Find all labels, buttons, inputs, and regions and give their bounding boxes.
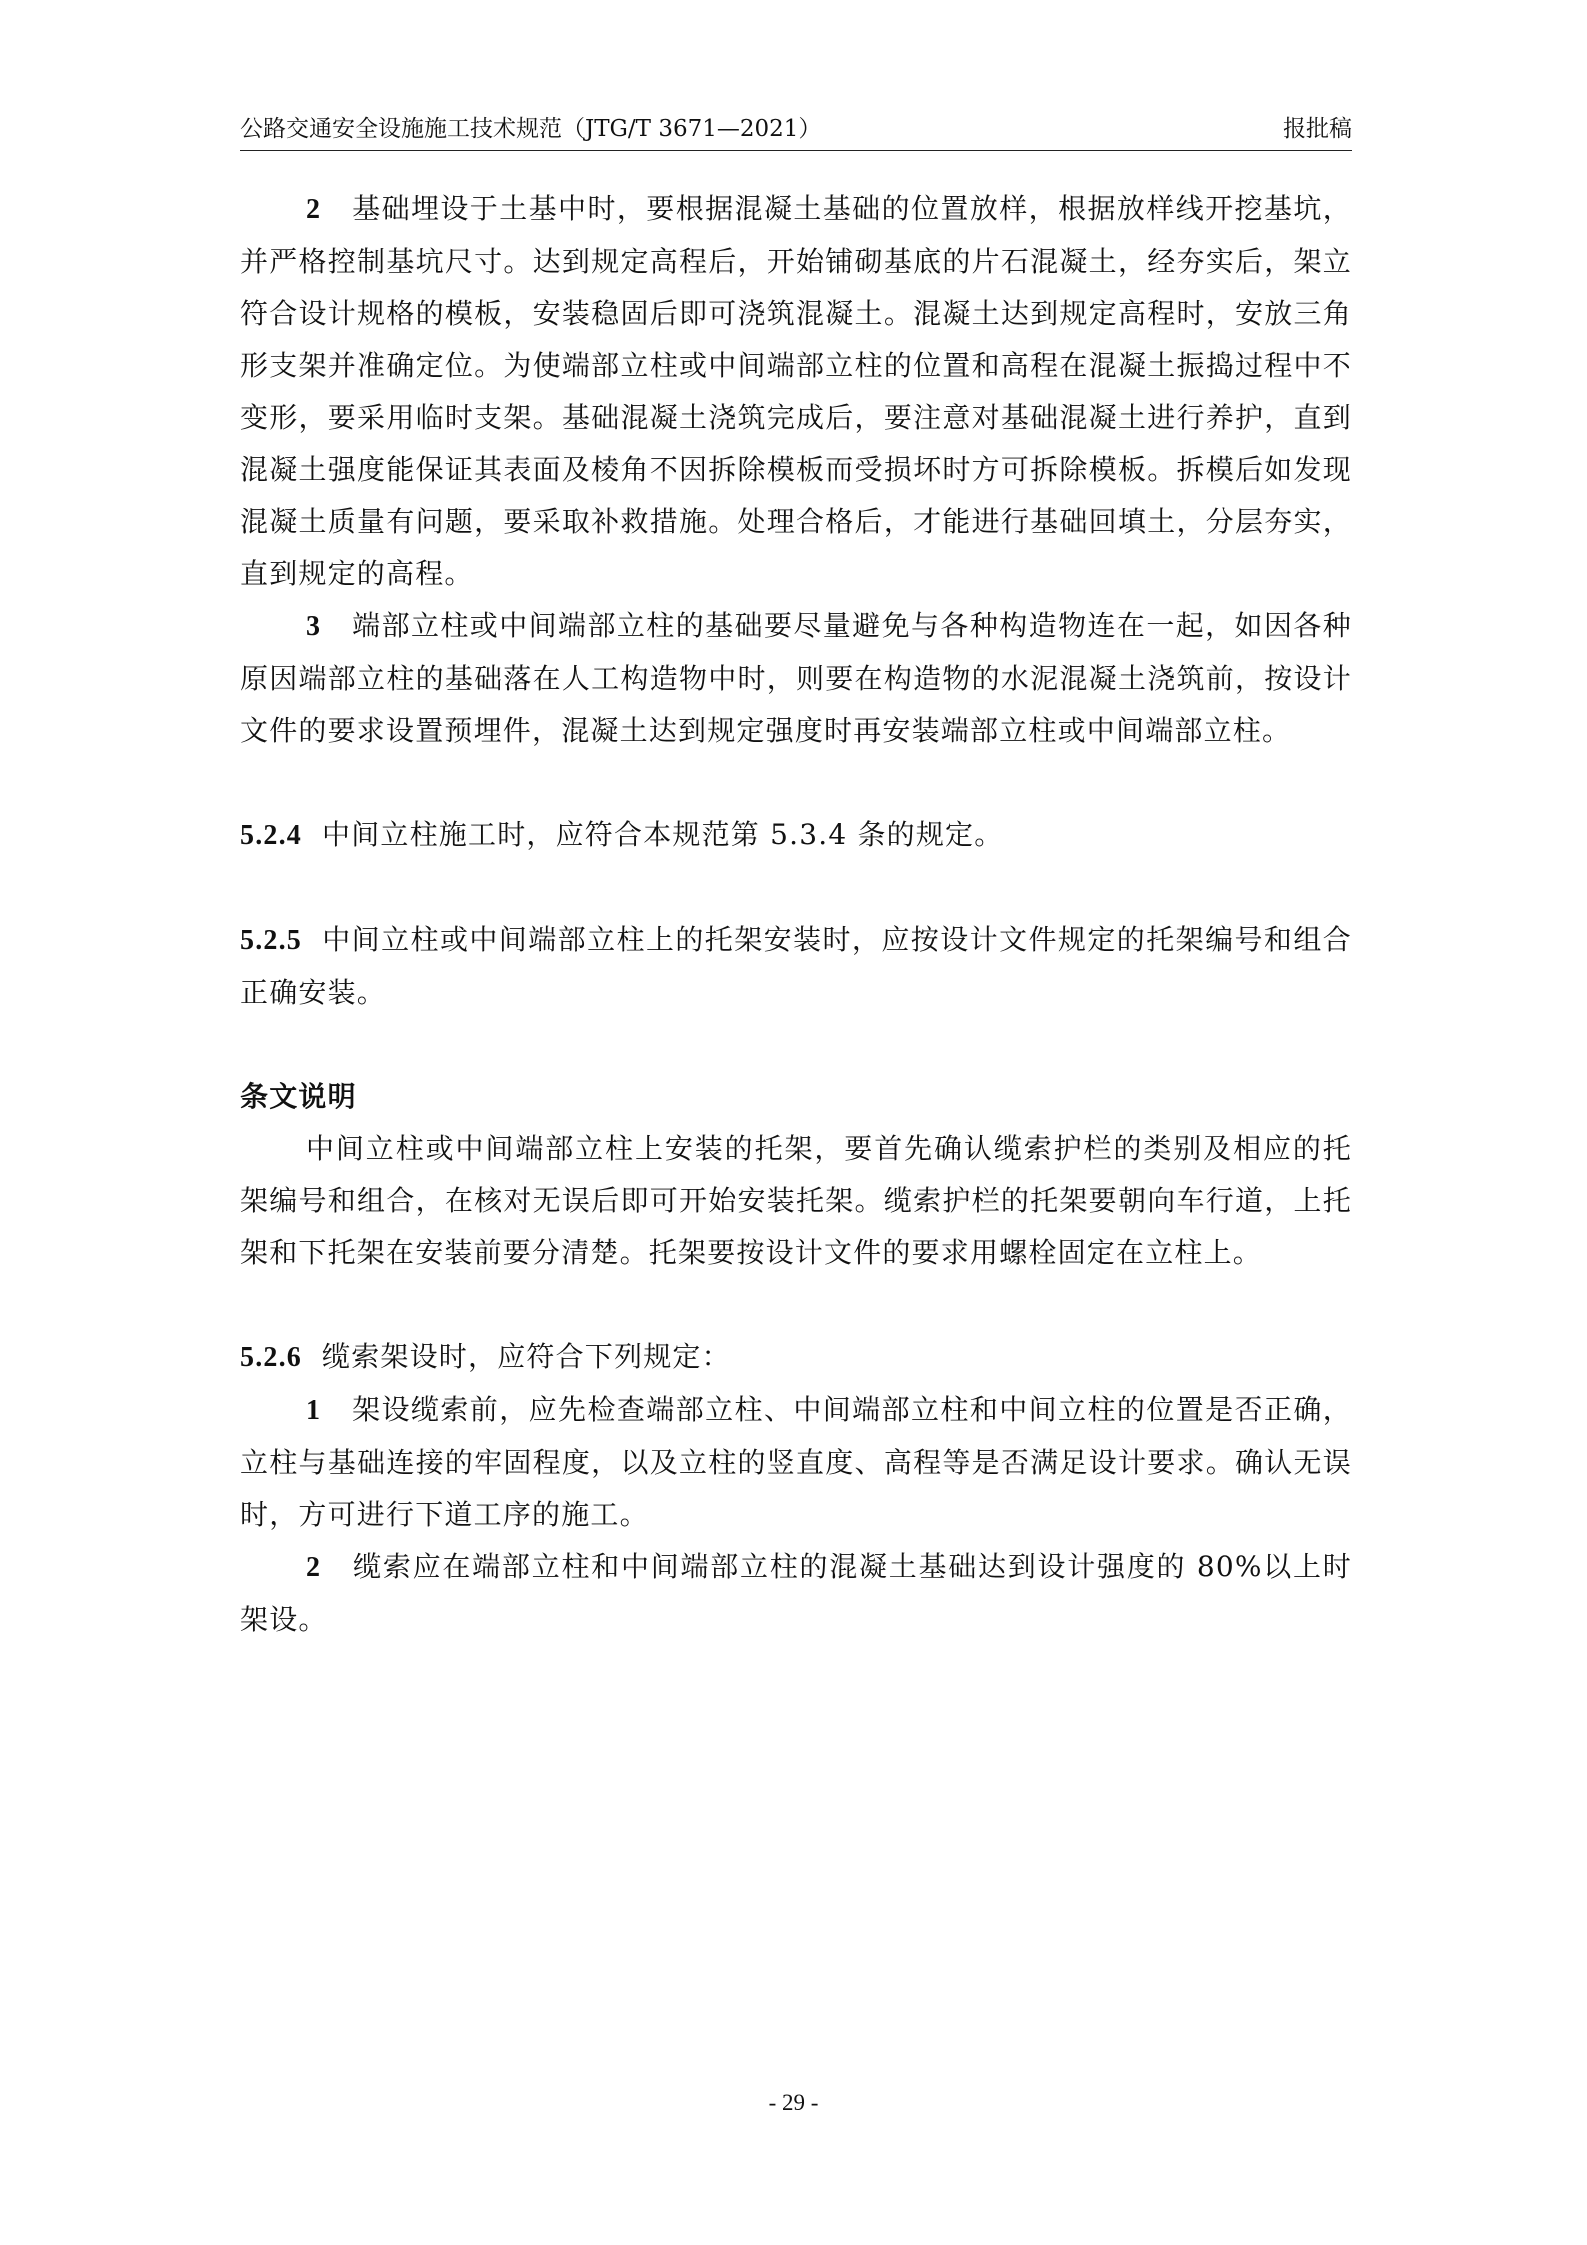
item-number: 2 [306,1552,322,1583]
spacer [240,1279,1352,1331]
item-number: 1 [306,1395,322,1426]
clause-5-2-5 [240,914,1352,1019]
spacer [240,1019,1352,1071]
paragraph-text: 端部立柱或中间端部立柱的基础要尽量避免与各种构造物连在一起，如因各种原因端部立柱的基础落在人工构造物中时，则要在构造物的水泥混凝土浇筑前，按设计文件的要求设置预埋件，混凝土达到规定强度时再安装端部立柱或中间端部立柱。 [240,609,1352,747]
page-number: - 29 - [768,2090,819,2115]
list-item-text: 缆索应在端部立柱和中间端部立柱的混凝土基础达到设计强度的 80%以上时架设。 [240,1550,1352,1636]
document-status: 报批稿 [1283,116,1352,142]
clause-text: 中间立柱或中间端部立柱上的托架安装时，应按设计文件规定的托架编号和组合正确安装。 [240,923,1352,1009]
spacer [240,862,1352,914]
clause-number: 5.2.4 [240,820,302,851]
commentary-heading: 条文说明 [240,1080,357,1113]
paragraph-item-2 [240,183,1352,600]
list-item-2 [240,1541,1352,1646]
clause-text: 缆索架设时，应符合下列规定： [322,1340,731,1373]
page-header [240,110,1352,151]
item-number: 3 [306,611,322,642]
clause-number: 5.2.5 [240,925,302,956]
list-item-1 [240,1384,1352,1541]
item-number: 2 [306,194,322,225]
page-body [240,183,1352,1646]
clause-number: 5.2.6 [240,1342,302,1373]
commentary-paragraph: 中间立柱或中间端部立柱上安装的托架，要首先确认缆索护栏的类别及相应的托架编号和组合，在核对无误后即可开始安装托架。缆索护栏的托架要朝向车行道，上托架和下托架在安装前要分清楚。托架要按设计文件的要求用螺栓固定在立柱上。 [240,1132,1352,1269]
document-title: 公路交通安全设施施工技术规范（JTG/T 3671—2021） [240,116,822,142]
clause-5-2-6 [240,1331,1352,1384]
clause-text: 中间立柱施工时，应符合本规范第 5.3.4 条的规定。 [322,818,1004,851]
clause-5-2-4 [240,809,1352,862]
spacer [240,757,1352,809]
paragraph-text: 基础埋设于土基中时，要根据混凝土基础的位置放样，根据放样线开挖基坑，并严格控制基坑尺寸。达到规定高程后，开始铺砌基底的片石混凝土，经夯实后，架立符合设计规格的模板，安装稳固后即可浇筑混凝土。混凝土达到规定高程时，安放三角形支架并准确定位。为使端部立柱或中间端部立柱的位置和高程在混凝土振捣过程中不变形，要采用临时支架。基础混凝土浇筑完成后，要注意对基础混凝土进行养护，直到混凝土强度能保证其表面及棱角不因拆除模板而受损坏时方可拆除模板。拆模后如发现混凝土质量有问题，要采取补救措施。处理合格后，才能进行基础回填土，分层夯实，直到规定的高程。 [240,192,1352,590]
paragraph-item-3 [240,600,1352,757]
list-item-text: 架设缆索前，应先检查端部立柱、中间端部立柱和中间立柱的位置是否正确，立柱与基础连接的牢固程度，以及立柱的竖直度、高程等是否满足设计要求。确认无误时，方可进行下道工序的施工。 [240,1393,1352,1531]
